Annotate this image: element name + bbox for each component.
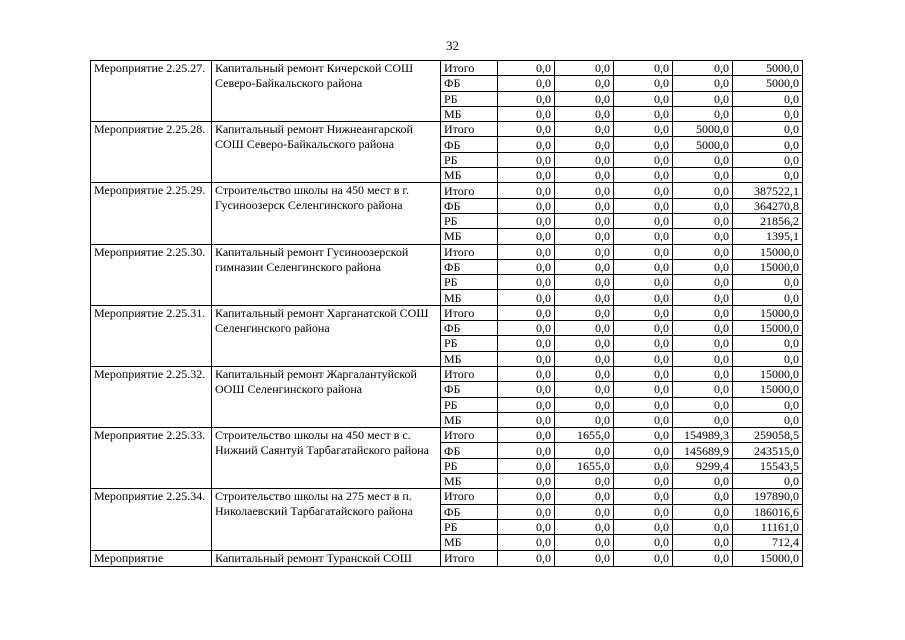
description-cell: Строительство школы на 275 мест в п. Николаевский Тарбагатайского района xyxy=(212,489,441,550)
funding-source-cell: МБ xyxy=(441,290,498,305)
value-cell: 0,0 xyxy=(673,366,733,381)
funding-source-cell: ФБ xyxy=(441,443,498,458)
value-cell: 0,0 xyxy=(673,321,733,336)
value-cell: 21856,2 xyxy=(733,213,803,228)
value-cell: 0,0 xyxy=(673,290,733,305)
value-cell: 0,0 xyxy=(614,259,673,274)
value-cell: 0,0 xyxy=(555,198,614,213)
value-cell: 0,0 xyxy=(614,550,673,566)
measure-cell: Мероприятие 2.25.32. xyxy=(91,366,212,427)
description-cell: Строительство школы на 450 мест в г. Гусиноозерск Селенгинского района xyxy=(212,183,441,244)
value-cell: 0,0 xyxy=(614,290,673,305)
value-cell: 5000,0 xyxy=(733,61,803,76)
value-cell: 0,0 xyxy=(733,397,803,412)
value-cell: 0,0 xyxy=(614,106,673,121)
table-row xyxy=(91,428,803,443)
value-cell: 0,0 xyxy=(673,474,733,489)
value-cell: 0,0 xyxy=(555,259,614,274)
value-cell: 0,0 xyxy=(498,382,555,397)
value-cell: 0,0 xyxy=(733,152,803,167)
value-cell: 0,0 xyxy=(673,106,733,121)
description-cell: Капитальный ремонт Харганатской СОШ Селенгинского района xyxy=(212,305,441,366)
funding-source-cell: РБ xyxy=(441,336,498,351)
value-cell: 15000,0 xyxy=(733,259,803,274)
value-cell: 0,0 xyxy=(614,366,673,381)
value-cell: 0,0 xyxy=(733,290,803,305)
value-cell: 0,0 xyxy=(614,412,673,427)
value-cell: 0,0 xyxy=(614,443,673,458)
funding-source-cell: Итого xyxy=(441,244,498,259)
value-cell: 15000,0 xyxy=(733,382,803,397)
funding-source-cell: Итого xyxy=(441,550,498,566)
funding-source-cell: МБ xyxy=(441,535,498,550)
value-cell: 0,0 xyxy=(498,443,555,458)
funding-source-cell: РБ xyxy=(441,152,498,167)
value-cell: 15000,0 xyxy=(733,550,803,566)
value-cell: 0,0 xyxy=(498,106,555,121)
funding-source-cell: РБ xyxy=(441,458,498,473)
value-cell: 0,0 xyxy=(555,290,614,305)
table-row xyxy=(91,550,803,566)
value-cell: 1655,0 xyxy=(555,458,614,473)
value-cell: 0,0 xyxy=(673,412,733,427)
funding-source-cell: Итого xyxy=(441,366,498,381)
value-cell: 0,0 xyxy=(498,336,555,351)
funding-source-cell: РБ xyxy=(441,275,498,290)
funding-source-cell: ФБ xyxy=(441,137,498,152)
value-cell: 0,0 xyxy=(673,229,733,244)
value-cell: 0,0 xyxy=(733,91,803,106)
funding-source-cell: РБ xyxy=(441,397,498,412)
funding-source-cell: МБ xyxy=(441,474,498,489)
table-row xyxy=(91,61,803,76)
funding-source-cell: МБ xyxy=(441,351,498,366)
value-cell: 0,0 xyxy=(555,275,614,290)
value-cell: 0,0 xyxy=(673,336,733,351)
value-cell: 0,0 xyxy=(673,244,733,259)
value-cell: 0,0 xyxy=(614,474,673,489)
value-cell: 259058,5 xyxy=(733,428,803,443)
measure-cell: Мероприятие 2.25.33. xyxy=(91,428,212,489)
value-cell: 0,0 xyxy=(673,305,733,320)
value-cell: 0,0 xyxy=(555,321,614,336)
value-cell: 0,0 xyxy=(614,152,673,167)
value-cell: 0,0 xyxy=(498,535,555,550)
value-cell: 0,0 xyxy=(498,519,555,534)
value-cell: 0,0 xyxy=(673,382,733,397)
value-cell: 0,0 xyxy=(498,321,555,336)
value-cell: 0,0 xyxy=(555,122,614,137)
value-cell: 9299,4 xyxy=(673,458,733,473)
table-row xyxy=(91,122,803,137)
funding-source-cell: ФБ xyxy=(441,382,498,397)
value-cell: 0,0 xyxy=(555,244,614,259)
value-cell: 0,0 xyxy=(555,137,614,152)
value-cell: 0,0 xyxy=(673,275,733,290)
value-cell: 0,0 xyxy=(614,428,673,443)
value-cell: 0,0 xyxy=(498,397,555,412)
description-cell: Капитальный ремонт Кичерской СОШ Северо-Байкальского района xyxy=(212,61,441,122)
funding-source-cell: Итого xyxy=(441,489,498,504)
value-cell: 0,0 xyxy=(498,489,555,504)
value-cell: 1395,1 xyxy=(733,229,803,244)
value-cell: 0,0 xyxy=(498,91,555,106)
table-row xyxy=(91,489,803,504)
value-cell: 0,0 xyxy=(555,91,614,106)
value-cell: 0,0 xyxy=(614,137,673,152)
value-cell: 0,0 xyxy=(614,122,673,137)
funding-source-cell: РБ xyxy=(441,91,498,106)
value-cell: 0,0 xyxy=(498,458,555,473)
value-cell: 0,0 xyxy=(614,458,673,473)
value-cell: 0,0 xyxy=(555,152,614,167)
value-cell: 364270,8 xyxy=(733,198,803,213)
table-row xyxy=(91,366,803,381)
value-cell: 0,0 xyxy=(614,382,673,397)
funding-source-cell: ФБ xyxy=(441,76,498,91)
value-cell: 0,0 xyxy=(498,351,555,366)
value-cell: 0,0 xyxy=(614,244,673,259)
value-cell: 0,0 xyxy=(614,305,673,320)
value-cell: 0,0 xyxy=(673,183,733,198)
value-cell: 0,0 xyxy=(673,535,733,550)
funding-source-cell: МБ xyxy=(441,229,498,244)
measure-cell: Мероприятие 2.25.27. xyxy=(91,61,212,122)
table-body xyxy=(91,61,803,567)
value-cell: 0,0 xyxy=(498,275,555,290)
value-cell: 0,0 xyxy=(498,137,555,152)
value-cell: 0,0 xyxy=(555,397,614,412)
value-cell: 0,0 xyxy=(733,351,803,366)
value-cell: 0,0 xyxy=(555,106,614,121)
description-cell: Капитальный ремонт Гусиноозерской гимназии Селенгинского района xyxy=(212,244,441,305)
value-cell: 0,0 xyxy=(498,198,555,213)
funding-source-cell: ФБ xyxy=(441,504,498,519)
value-cell: 0,0 xyxy=(555,168,614,183)
value-cell: 0,0 xyxy=(673,91,733,106)
description-cell: Капитальный ремонт Нижнеангарской СОШ Северо-Байкальского района xyxy=(212,122,441,183)
value-cell: 0,0 xyxy=(733,336,803,351)
value-cell: 0,0 xyxy=(733,168,803,183)
value-cell: 0,0 xyxy=(555,336,614,351)
value-cell: 0,0 xyxy=(733,137,803,152)
value-cell: 0,0 xyxy=(673,519,733,534)
value-cell: 0,0 xyxy=(498,474,555,489)
value-cell: 0,0 xyxy=(614,76,673,91)
value-cell: 5000,0 xyxy=(733,76,803,91)
value-cell: 0,0 xyxy=(673,351,733,366)
value-cell: 0,0 xyxy=(555,382,614,397)
value-cell: 0,0 xyxy=(673,259,733,274)
value-cell: 0,0 xyxy=(614,351,673,366)
value-cell: 0,0 xyxy=(498,244,555,259)
value-cell: 0,0 xyxy=(555,351,614,366)
page-number: 32 xyxy=(446,38,459,53)
value-cell: 11161,0 xyxy=(733,519,803,534)
measure-cell: Мероприятие 2.25.29. xyxy=(91,183,212,244)
description-cell: Капитальный ремонт Жаргалантуйской ООШ Селенгинского района xyxy=(212,366,441,427)
value-cell: 0,0 xyxy=(498,366,555,381)
value-cell: 0,0 xyxy=(614,168,673,183)
measure-cell: Мероприятие 2.25.30. xyxy=(91,244,212,305)
value-cell: 712,4 xyxy=(733,535,803,550)
value-cell: 197890,0 xyxy=(733,489,803,504)
value-cell: 0,0 xyxy=(498,61,555,76)
description-cell: Капитальный ремонт Туранской СОШ xyxy=(212,550,441,566)
value-cell: 0,0 xyxy=(614,336,673,351)
value-cell: 0,0 xyxy=(673,213,733,228)
value-cell: 15000,0 xyxy=(733,244,803,259)
value-cell: 0,0 xyxy=(614,519,673,534)
value-cell: 0,0 xyxy=(614,275,673,290)
value-cell: 0,0 xyxy=(555,76,614,91)
value-cell: 0,0 xyxy=(555,229,614,244)
value-cell: 0,0 xyxy=(673,489,733,504)
value-cell: 0,0 xyxy=(555,474,614,489)
funding-source-cell: МБ xyxy=(441,412,498,427)
value-cell: 0,0 xyxy=(498,229,555,244)
value-cell: 0,0 xyxy=(614,213,673,228)
measure-cell: Мероприятие 2.25.28. xyxy=(91,122,212,183)
value-cell: 1655,0 xyxy=(555,428,614,443)
value-cell: 0,0 xyxy=(555,535,614,550)
funding-source-cell: МБ xyxy=(441,168,498,183)
description-cell: Строительство школы на 450 мест в с. Нижний Саянтуй Тарбагатайского района xyxy=(212,428,441,489)
value-cell: 0,0 xyxy=(614,504,673,519)
budget-table xyxy=(90,60,803,567)
value-cell: 15000,0 xyxy=(733,321,803,336)
measure-cell: Мероприятие 2.25.31. xyxy=(91,305,212,366)
value-cell: 154989,3 xyxy=(673,428,733,443)
value-cell: 0,0 xyxy=(673,168,733,183)
value-cell: 5000,0 xyxy=(673,137,733,152)
value-cell: 0,0 xyxy=(498,152,555,167)
funding-source-cell: Итого xyxy=(441,61,498,76)
measure-cell: Мероприятие 2.25.34. xyxy=(91,489,212,550)
value-cell: 0,0 xyxy=(498,259,555,274)
value-cell: 0,0 xyxy=(614,535,673,550)
value-cell: 0,0 xyxy=(555,366,614,381)
value-cell: 0,0 xyxy=(498,76,555,91)
value-cell: 15000,0 xyxy=(733,366,803,381)
value-cell: 0,0 xyxy=(733,275,803,290)
value-cell: 145689,9 xyxy=(673,443,733,458)
funding-source-cell: МБ xyxy=(441,106,498,121)
value-cell: 0,0 xyxy=(673,61,733,76)
value-cell: 0,0 xyxy=(673,198,733,213)
value-cell: 0,0 xyxy=(555,213,614,228)
value-cell: 0,0 xyxy=(498,412,555,427)
value-cell: 0,0 xyxy=(498,122,555,137)
value-cell: 0,0 xyxy=(498,305,555,320)
value-cell: 0,0 xyxy=(614,229,673,244)
value-cell: 0,0 xyxy=(733,106,803,121)
measure-cell: Мероприятие xyxy=(91,550,212,566)
value-cell: 0,0 xyxy=(733,122,803,137)
value-cell: 0,0 xyxy=(498,550,555,566)
funding-source-cell: Итого xyxy=(441,305,498,320)
value-cell: 15000,0 xyxy=(733,305,803,320)
funding-source-cell: ФБ xyxy=(441,259,498,274)
value-cell: 387522,1 xyxy=(733,183,803,198)
funding-source-cell: Итого xyxy=(441,122,498,137)
value-cell: 0,0 xyxy=(733,474,803,489)
value-cell: 0,0 xyxy=(614,489,673,504)
value-cell: 0,0 xyxy=(498,213,555,228)
value-cell: 0,0 xyxy=(555,443,614,458)
value-cell: 0,0 xyxy=(673,397,733,412)
value-cell: 0,0 xyxy=(673,504,733,519)
table-row xyxy=(91,183,803,198)
value-cell: 0,0 xyxy=(498,428,555,443)
funding-source-cell: Итого xyxy=(441,183,498,198)
funding-source-cell: ФБ xyxy=(441,321,498,336)
value-cell: 0,0 xyxy=(614,61,673,76)
value-cell: 0,0 xyxy=(614,321,673,336)
value-cell: 0,0 xyxy=(498,290,555,305)
value-cell: 0,0 xyxy=(498,504,555,519)
value-cell: 243515,0 xyxy=(733,443,803,458)
value-cell: 0,0 xyxy=(555,61,614,76)
funding-source-cell: РБ xyxy=(441,519,498,534)
value-cell: 0,0 xyxy=(614,198,673,213)
table-row xyxy=(91,244,803,259)
value-cell: 0,0 xyxy=(673,550,733,566)
value-cell: 15543,5 xyxy=(733,458,803,473)
value-cell: 0,0 xyxy=(555,504,614,519)
value-cell: 0,0 xyxy=(614,91,673,106)
funding-source-cell: ФБ xyxy=(441,198,498,213)
value-cell: 5000,0 xyxy=(673,122,733,137)
value-cell: 0,0 xyxy=(673,152,733,167)
value-cell: 0,0 xyxy=(498,183,555,198)
value-cell: 0,0 xyxy=(555,412,614,427)
value-cell: 0,0 xyxy=(498,168,555,183)
value-cell: 0,0 xyxy=(555,550,614,566)
funding-source-cell: Итого xyxy=(441,428,498,443)
value-cell: 0,0 xyxy=(555,183,614,198)
value-cell: 0,0 xyxy=(555,305,614,320)
value-cell: 0,0 xyxy=(614,397,673,412)
value-cell: 186016,6 xyxy=(733,504,803,519)
funding-source-cell: РБ xyxy=(441,213,498,228)
value-cell: 0,0 xyxy=(614,183,673,198)
value-cell: 0,0 xyxy=(555,519,614,534)
table-row xyxy=(91,305,803,320)
value-cell: 0,0 xyxy=(733,412,803,427)
value-cell: 0,0 xyxy=(673,76,733,91)
value-cell: 0,0 xyxy=(555,489,614,504)
